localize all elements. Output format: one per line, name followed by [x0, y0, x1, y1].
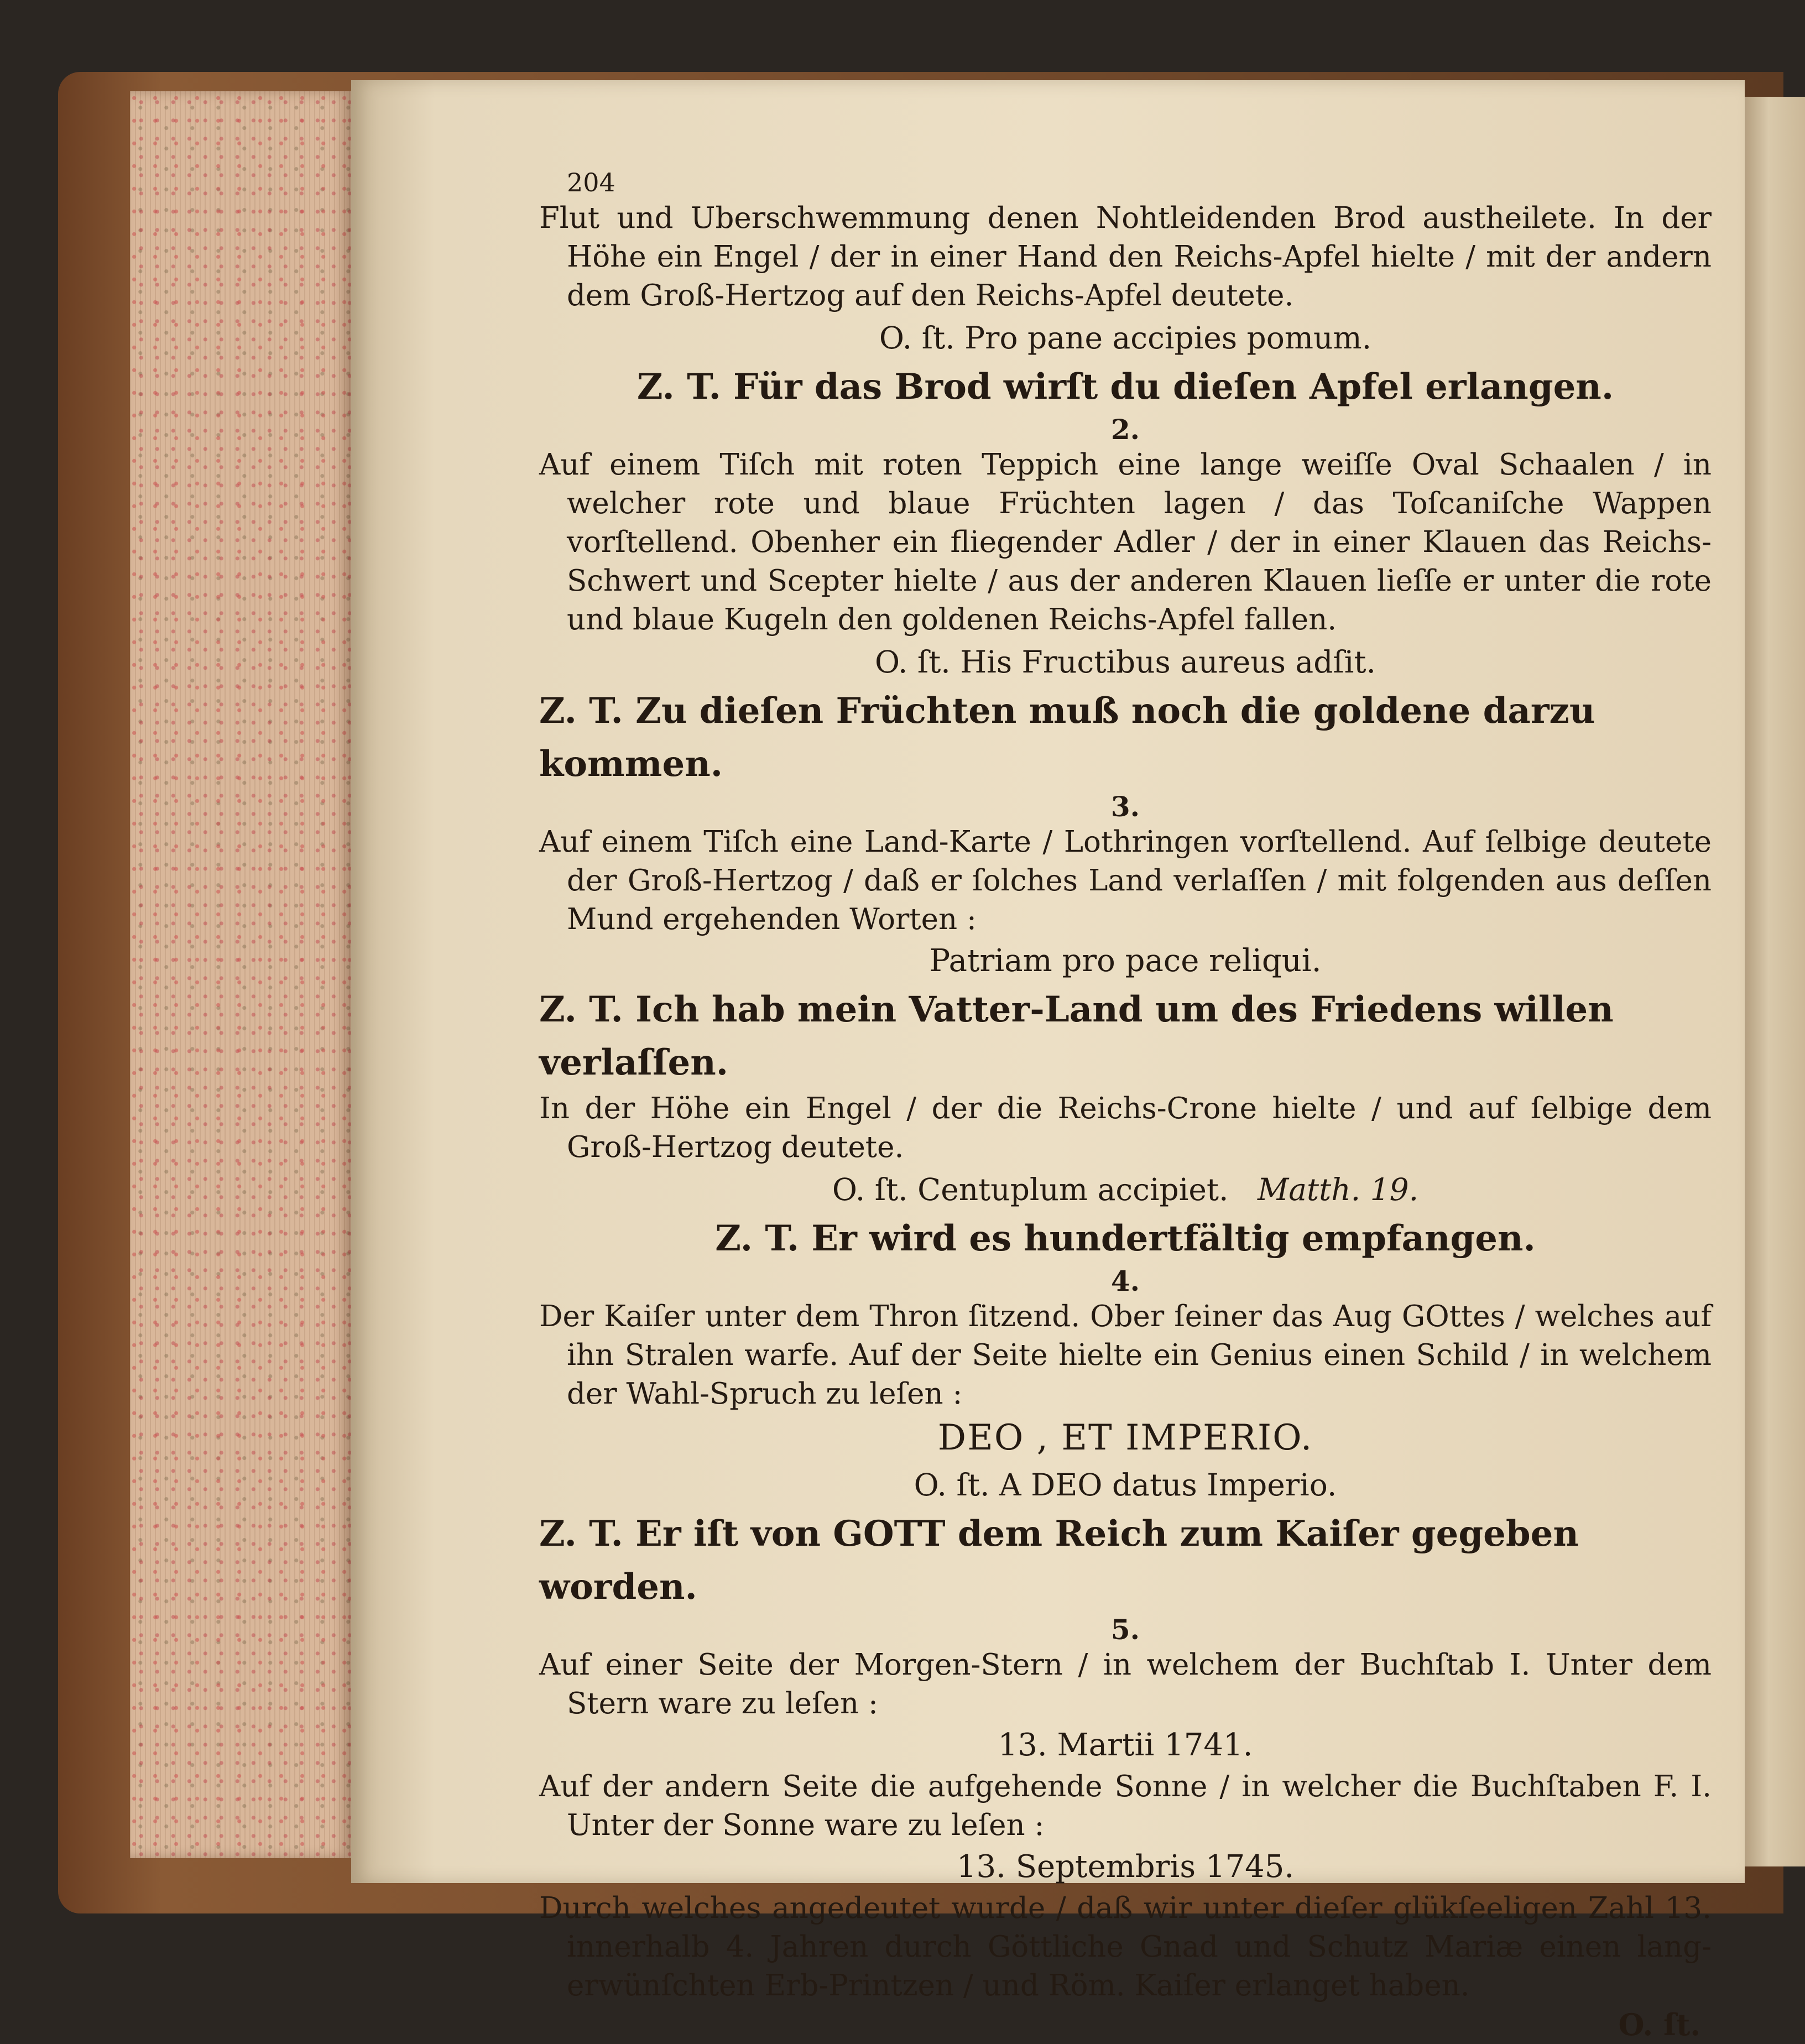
- bible-citation: Matth. 19.: [1257, 1172, 1419, 1207]
- date-line: 13. Septembris 1745.: [956, 1849, 1295, 1885]
- page-edges: [130, 91, 351, 1858]
- paragraph: Auf einem Tiſch eine Land-Karte / Lothringen vorſtellend. Auf ſelbige deutete der Groß-Hertzog / daß er ſolches Land verlaſſen / mit folgenden aus deſſen Mund ergehenden Worten :: [539, 825, 1712, 936]
- page-text: [539, 166, 1712, 2044]
- paragraph: Der Kaiſer unter dem Thron ſitzend. Ober ſeiner das Aug GOttes / welches auf ihn Stralen warfe. Auf der Seite hielte ein Genius einen Schild / in welchem der Wahl-Spruch zu leſen :: [539, 1300, 1712, 1411]
- motto-line: O. ſt. A DEO datus Imperio.: [914, 1467, 1337, 1503]
- section-number: 2.: [1110, 413, 1140, 446]
- motto-line: O. ſt. His Fructibus aureus adſit.: [875, 644, 1376, 680]
- section-number: 3.: [1110, 790, 1140, 823]
- paragraph: Durch welches angedeutet wurde / daß wir unter dieſer glükſeeligen Zahl 13. innerhalb 4. Jahren durch Göttliche Gnad und Schutz Mariæ einen lang-erwünſchten Erb-Printzen / und Röm. Kaiſer erlanget haben.: [539, 1891, 1712, 2003]
- paragraph: Auf einem Tiſch mit roten Teppich eine lange weiſſe Oval Schaalen / in welcher rote und blaue Früchten lagen / das Toſcaniſche Wappen vorſtellend. Obenher ein fliegender Adler / der in einer Klauen das Reichs-Schwert und Scepter hielte / aus der anderen Klauen lieſſe er unter die rote und blaue Kugeln den goldenen Reichs-Apfel fallen.: [539, 448, 1712, 637]
- section-number: 5.: [1110, 1613, 1140, 1646]
- motto-line: [539, 1167, 1712, 1212]
- date-line: 13. Martii 1741.: [998, 1727, 1253, 1763]
- translation-line: Z. T. Für das Brod wirſt du dieſen Apfel erlangen.: [637, 366, 1614, 408]
- paragraph: Auf einer Seite der Morgen-Stern / in welchem der Buchſtab I. Unter dem Stern ware zu leſen :: [539, 1648, 1712, 1720]
- section-number: 4.: [1110, 1265, 1140, 1297]
- catchword: O. ſt.: [1618, 2007, 1700, 2042]
- translation-line: Z. T. Ich hab mein Vatter-Land um des Friedens willen verlaſſen.: [539, 989, 1614, 1083]
- motto-text: O. ſt. Centuplum accipiet.: [832, 1172, 1229, 1207]
- translation-line: Z. T. Er iſt von GOTT dem Reich zum Kaiſer gegeben worden.: [539, 1513, 1579, 1608]
- facing-page-edge: [1745, 97, 1805, 1866]
- motto-heading: DEO , ET IMPERIO.: [937, 1417, 1313, 1458]
- translation-line: Z. T. Zu dieſen Früchten muß noch die goldene darzu kommen.: [539, 690, 1595, 785]
- motto-line: O. ſt. Pro pane accipies pomum.: [879, 320, 1372, 356]
- latin-line: Patriam pro pace reliqui.: [929, 943, 1322, 979]
- page-number: 204: [567, 168, 615, 197]
- paragraph: Flut und Uberschwemmung denen Nohtleidenden Brod austheilete. In der Höhe ein Engel / der in einer Hand den Reichs-Apfel hielte / mit der andern dem Groß-Hertzog auf den Reichs-Apfel deutete.: [539, 201, 1712, 312]
- paragraph: In der Höhe ein Engel / der die Reichs-Crone hielte / und auf ſelbige dem Groß-Hertzog deutete.: [539, 1092, 1712, 1164]
- translation-line: Z. T. Er wird es hundertfältig empfangen.: [715, 1218, 1536, 1259]
- paragraph: Auf der andern Seite die aufgehende Sonne / in welcher die Buchſtaben F. I. Unter der Sonne ware zu leſen :: [539, 1770, 1712, 1842]
